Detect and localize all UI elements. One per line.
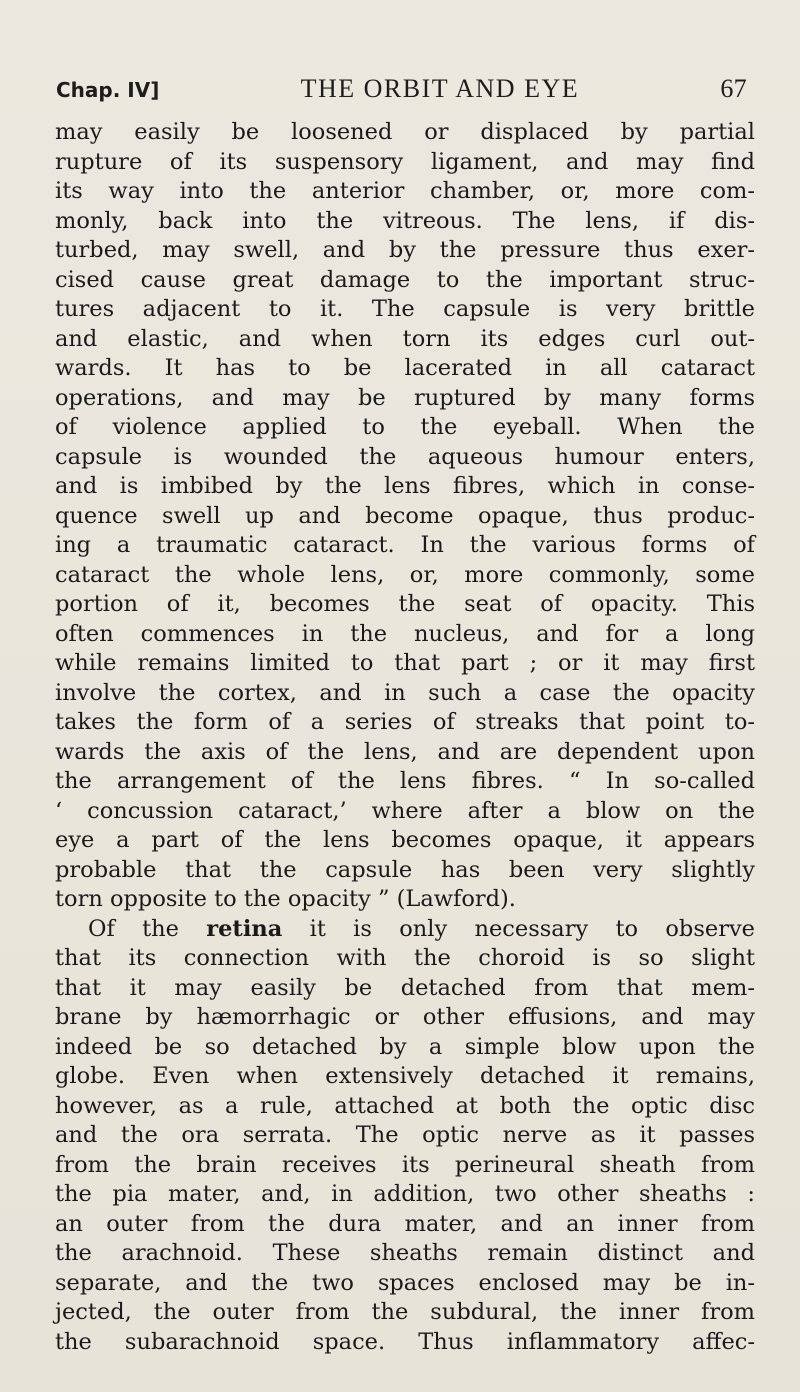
text-line: the arrangement of the lens fibres. “ In so-called bbox=[55, 768, 755, 794]
text-line: operations, and may be ruptured by many forms bbox=[55, 384, 755, 411]
text-line: and elastic, and when torn its edges curl out- bbox=[55, 325, 755, 352]
keyword-retina: retina bbox=[206, 915, 283, 942]
text-line: capsule is wounded the aqueous humour enters, bbox=[55, 443, 755, 470]
text-line: however, as a rule, attached at both the optic disc bbox=[55, 1092, 755, 1119]
text-line: and the ora serrata. The optic nerve as it passes bbox=[55, 1122, 755, 1148]
text-line: from the brain receives its perineural sheath from bbox=[55, 1151, 755, 1178]
text-line: while remains limited to that part ; or it may first bbox=[55, 650, 755, 676]
text-line: rupture of its suspensory ligament, and may find bbox=[55, 148, 755, 175]
text-line: wards. It has to be lacerated in all cataract bbox=[55, 355, 755, 381]
chapter-label: Chap. IV] bbox=[56, 78, 160, 102]
text-line: an outer from the dura mater, and an inner from bbox=[55, 1210, 755, 1237]
text-line: takes the form of a series of streaks that point to- bbox=[55, 709, 755, 735]
text-line: turbed, may swell, and by the pressure thus exer- bbox=[55, 237, 755, 263]
text-line: quence swell up and become opaque, thus produc- bbox=[55, 502, 755, 529]
body-text bbox=[55, 118, 755, 1357]
text-line: of violence applied to the eyeball. When the bbox=[55, 414, 755, 440]
text-line: cised cause great damage to the important struc- bbox=[55, 266, 755, 293]
text-line: portion of it, becomes the seat of opacity. This bbox=[55, 591, 755, 617]
text-line: eye a part of the lens becomes opaque, it appears bbox=[55, 827, 755, 853]
text-line: that its connection with the choroid is so slight bbox=[55, 945, 755, 971]
text-line: indeed be so detached by a simple blow upon the bbox=[55, 1033, 755, 1060]
text-line: brane by hæmorrhagic or other effusions, and may bbox=[55, 1004, 755, 1030]
text-line: that it may easily be detached from that mem- bbox=[55, 974, 755, 1001]
paragraph-retina bbox=[55, 915, 755, 1358]
text-line: globe. Even when extensively detached it remains, bbox=[55, 1063, 755, 1089]
text-line: monly, back into the vitreous. The lens, if dis- bbox=[55, 207, 755, 234]
running-title: THE ORBIT AND EYE bbox=[300, 74, 580, 103]
line-continuation: it is only necessary to observe bbox=[309, 915, 755, 942]
text-line: tures adjacent to it. The capsule is very brittle bbox=[55, 296, 755, 322]
paragraph-lens bbox=[55, 118, 755, 915]
text-line: separate, and the two spaces enclosed may be in- bbox=[55, 1269, 755, 1296]
text-line: may easily be loosened or displaced by partial bbox=[55, 119, 755, 145]
text-line: torn opposite to the opacity ” (Lawford). bbox=[55, 886, 516, 912]
page-number: 67 bbox=[720, 74, 747, 103]
text-line: ‘ concussion cataract,’ where after a blow on the bbox=[55, 797, 755, 824]
text-line: cataract the whole lens, or, more commonly, some bbox=[55, 561, 755, 588]
text-line: its way into the anterior chamber, or, more com- bbox=[55, 178, 755, 204]
text-line: jected, the outer from the subdural, the inner from bbox=[55, 1299, 755, 1325]
paragraph-lead: Of the bbox=[88, 915, 179, 942]
text-line: wards the axis of the lens, and are dependent upon bbox=[55, 738, 755, 765]
text-line: ing a traumatic cataract. In the various forms of bbox=[55, 532, 755, 558]
text-line: the subarachnoid space. Thus inflammatory affec- bbox=[55, 1328, 755, 1355]
text-line: and is imbibed by the lens fibres, which in conse- bbox=[55, 473, 755, 499]
text-line: the arachnoid. These sheaths remain distinct and bbox=[55, 1240, 755, 1266]
running-head bbox=[56, 74, 747, 104]
text-line: often commences in the nucleus, and for a long bbox=[55, 620, 755, 647]
text-line bbox=[55, 915, 755, 945]
text-line: probable that the capsule has been very slightly bbox=[55, 856, 755, 883]
text-line: the pia mater, and, in addition, two other sheaths : bbox=[55, 1181, 755, 1207]
text-line: involve the cortex, and in such a case the opacity bbox=[55, 679, 755, 706]
